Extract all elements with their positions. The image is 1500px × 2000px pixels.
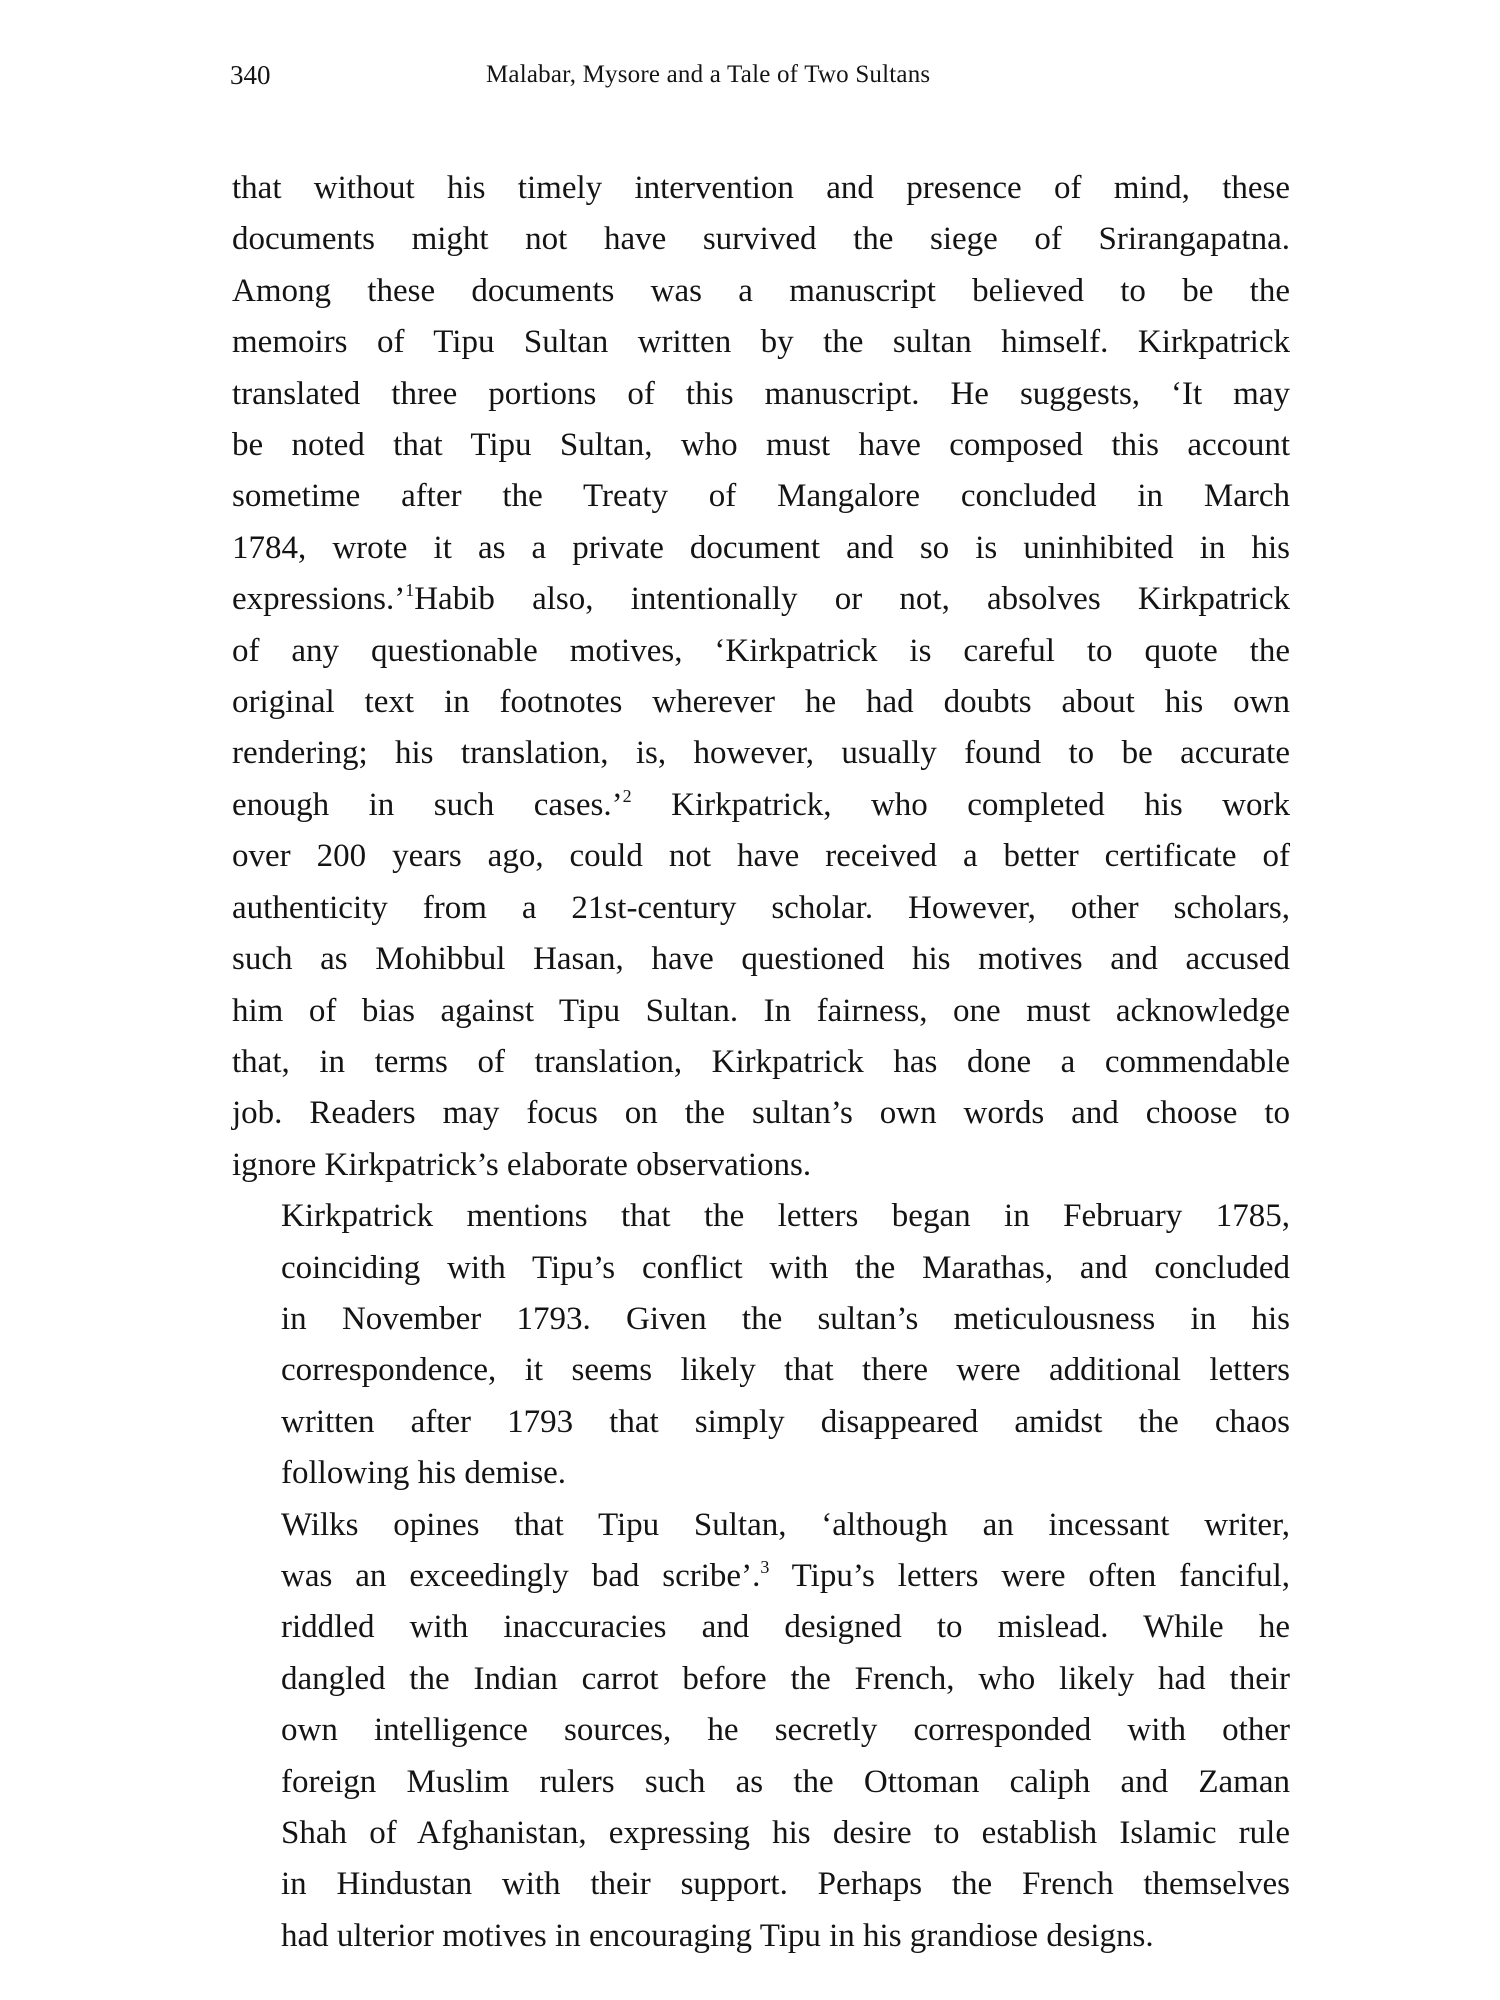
- paragraph: [232, 1500, 1290, 1963]
- text-line: Shah of Afghanistan, expressing his desire to establish Islamic rule: [281, 1815, 1290, 1851]
- text-line: 1784, wrote it as a private document and so is uninhibited in his: [232, 529, 1290, 566]
- text-line: of any questionable motives, ‘Kirkpatrick is careful to quote the: [232, 632, 1290, 669]
- text-line: in November 1793. Given the sultan’s meticulousness in his: [281, 1300, 1290, 1337]
- text-line: Kirkpatrick mentions that the letters began in February 1785,: [281, 1198, 1290, 1235]
- text-line: Among these documents was a manuscript believed to be the: [232, 272, 1290, 309]
- text-line: in Hindustan with their support. Perhaps the French themselves: [281, 1866, 1290, 1903]
- text-line: enough in such cases.’$^2$ Kirkpatrick, who completed his work: [232, 785, 1291, 823]
- text-line: sometime after the Treaty of Mangalore concluded in March: [232, 478, 1290, 515]
- text-line: that, in terms of translation, Kirkpatrick has done a commendable: [232, 1043, 1290, 1080]
- text-line: dangled the Indian carrot before the French, who likely had their: [281, 1660, 1290, 1697]
- text-line: written after 1793 that simply disappeared amidst the chaos: [281, 1403, 1290, 1440]
- text-line: such as Mohibbul Hasan, have questioned his motives and accused: [232, 941, 1290, 978]
- text-line: following his demise.: [281, 1455, 567, 1492]
- text-line: original text in footnotes wherever he had doubts about his own: [232, 684, 1290, 721]
- text-line: had ulterior motives in encouraging Tipu in his grandiose designs.: [281, 1917, 1154, 1954]
- page-number: 340: [230, 60, 271, 90]
- text-line: documents might not have survived the siege of Srirangapatna.: [232, 221, 1290, 258]
- paragraph: [232, 1191, 1290, 1499]
- text-line: job. Readers may focus on the sultan’s own words and choose to: [232, 1095, 1290, 1132]
- text-line: expressions.’$^1$Habib also, intentionally or not, absolves Kirkpatrick: [232, 580, 1290, 618]
- text-line: ignore Kirkpatrick’s elaborate observations.: [232, 1146, 812, 1183]
- text-line: translated three portions of this manuscript. He suggests, ‘It may: [232, 375, 1290, 412]
- body-text: [232, 163, 1290, 1962]
- text-line: Wilks opines that Tipu Sultan, ‘although an incessant writer,: [281, 1506, 1290, 1543]
- text-line: riddled with inaccuracies and designed to mislead. While he: [281, 1609, 1290, 1646]
- text-line: foreign Muslim rulers such as the Ottoman caliph and Zaman: [281, 1763, 1290, 1800]
- text-line: rendering; his translation, is, however, usually found to be accurate: [232, 735, 1290, 772]
- footnote-marker: 1: [405, 580, 415, 601]
- text-line: was an exceedingly bad scribe’.$^3$ Tipu’s letters were often fanciful,: [281, 1556, 1290, 1594]
- running-title: Malabar, Mysore and a Tale of Two Sultans: [486, 61, 931, 88]
- footnote-marker: 3: [760, 1556, 770, 1577]
- text-line: authenticity from a 21st-century scholar. However, other scholars,: [232, 889, 1290, 926]
- text-line: over 200 years ago, could not have received a better certificate of: [232, 838, 1290, 875]
- text-line: correspondence, it seems likely that there were additional letters: [281, 1352, 1290, 1389]
- footnote-marker: 2: [622, 785, 632, 806]
- text-line: own intelligence sources, he secretly corresponded with other: [281, 1712, 1290, 1749]
- paragraph: [232, 163, 1290, 1191]
- text-line: be noted that Tipu Sultan, who must have composed this account: [232, 427, 1290, 464]
- text-line: him of bias against Tipu Sultan. In fairness, one must acknowledge: [232, 992, 1290, 1029]
- running-head: [230, 55, 1290, 95]
- text-line: that without his timely intervention and presence of mind, these: [232, 170, 1290, 206]
- text-line: memoirs of Tipu Sultan written by the sultan himself. Kirkpatrick: [232, 324, 1290, 361]
- text-line: coinciding with Tipu’s conflict with the Marathas, and concluded: [281, 1249, 1290, 1286]
